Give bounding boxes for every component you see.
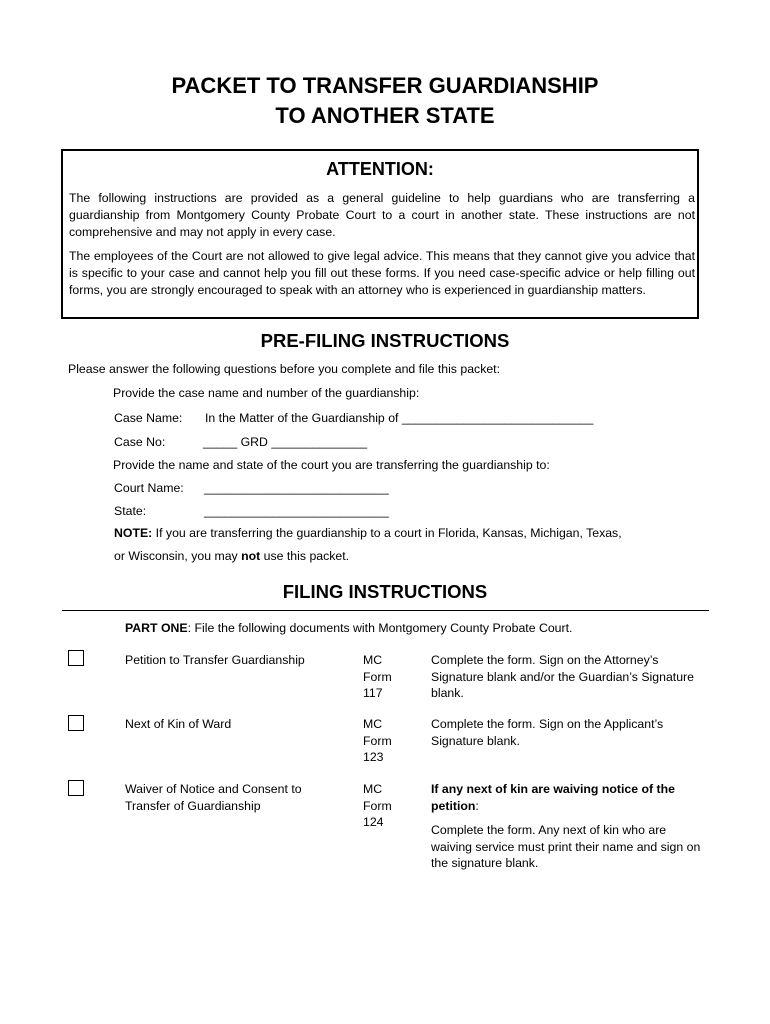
filing-divider — [62, 610, 709, 611]
note-label: NOTE: — [114, 526, 153, 540]
court-name-label: Court Name: — [114, 481, 184, 495]
attention-paragraph-1: The following instructions are provided as a general guideline to help guardians who are transferring a guardianship from Montgomery County Probate Court to a court in another state. These instructions are not comprehensive and may not apply in every case. — [69, 191, 695, 239]
document-name-petition: Petition to Transfer Guardianship — [125, 653, 305, 667]
instructions-waiver-bold: If any next of kin are waiving notice of the petition — [431, 782, 675, 813]
form-prefix: MC — [363, 653, 383, 667]
instructions-waiver: Complete the form. Any next of kin who are waiving service must print their name and sign on the signature blank. — [431, 823, 701, 870]
attention-paragraph-2: The employees of the Court are not allowed to give legal advice. This means that they cannot give you advice that is specific to your case and cannot help you fill out these forms. If you need case-specific advice or help filling out forms, you are strongly encouraged to speak with an attorney who is experienced in guardianship matters. — [69, 249, 695, 297]
filing-heading: FILING INSTRUCTIONS — [282, 581, 488, 602]
note-line-2 — [114, 548, 349, 565]
document-name-waiver: Waiver of Notice and Consent to Transfer of Guardianship — [125, 782, 302, 813]
case-name-field[interactable]: In the Matter of the Guardianship of ____________________________ — [205, 411, 594, 425]
form-number: 123 — [363, 750, 384, 764]
form-number-next-of-kin — [363, 716, 413, 766]
checkbox-waiver[interactable] — [68, 780, 84, 796]
case-name-label: Case Name: — [114, 411, 183, 425]
instructions-next-of-kin: Complete the form. Sign on the Applicant’s Signature blank. — [431, 717, 664, 748]
checkbox-next-of-kin[interactable] — [68, 715, 84, 731]
checkbox-petition[interactable] — [68, 650, 84, 666]
part-one-label: PART ONE — [125, 621, 188, 635]
case-no-label: Case No: — [114, 435, 166, 449]
note-text: If you are transferring the guardianship to a court in Florida, Kansas, Michigan, Texas, — [152, 526, 622, 540]
form-prefix: MC — [363, 782, 383, 796]
prefiling-intro: Please answer the following questions before you complete and file this packet: — [68, 362, 501, 376]
page-title-line-1: PACKET TO TRANSFER GUARDIANSHIP — [171, 73, 599, 98]
form-number: 124 — [363, 815, 384, 829]
form-number-waiver — [363, 781, 413, 831]
page-title-line-2: TO ANOTHER STATE — [275, 103, 495, 128]
note-line-2-start: or Wisconsin, you may — [114, 549, 242, 563]
provide-case-instruction: Provide the case name and number of the guardianship: — [113, 386, 420, 400]
page-title — [0, 71, 770, 131]
part-one-line — [125, 620, 572, 637]
form-word: Form — [363, 798, 392, 813]
case-no-field[interactable]: _____ GRD ______________ — [203, 435, 368, 449]
instructions-petition: Complete the form. Sign on the Attorney’s Signature blank and/or the Guardian’s Signature blank. — [431, 653, 694, 700]
form-number-petition — [363, 652, 413, 702]
attention-heading: ATTENTION: — [326, 159, 434, 179]
state-field[interactable]: ___________________________ — [204, 504, 389, 518]
prefiling-heading: PRE-FILING INSTRUCTIONS — [260, 330, 510, 351]
note-line-1 — [114, 525, 622, 542]
state-label: State: — [114, 504, 147, 518]
instructions-waiver-bold-suffix: : — [475, 798, 479, 813]
form-word: Form — [363, 733, 392, 748]
court-name-field[interactable]: ___________________________ — [204, 481, 389, 495]
part-one-text: : File the following documents with Montgomery County Probate Court. — [187, 621, 573, 635]
note-line-2-bold: not — [241, 549, 261, 563]
attention-box — [61, 149, 699, 319]
document-name-next-of-kin: Next of Kin of Ward — [125, 717, 232, 731]
form-prefix: MC — [363, 717, 383, 731]
provide-court-instruction: Provide the name and state of the court you are transferring the guardianship to: — [113, 458, 550, 472]
note-line-2-end: use this packet. — [260, 549, 350, 563]
instructions-waiver-conditional — [431, 781, 693, 814]
form-number: 117 — [363, 686, 383, 700]
form-word: Form — [363, 669, 392, 684]
